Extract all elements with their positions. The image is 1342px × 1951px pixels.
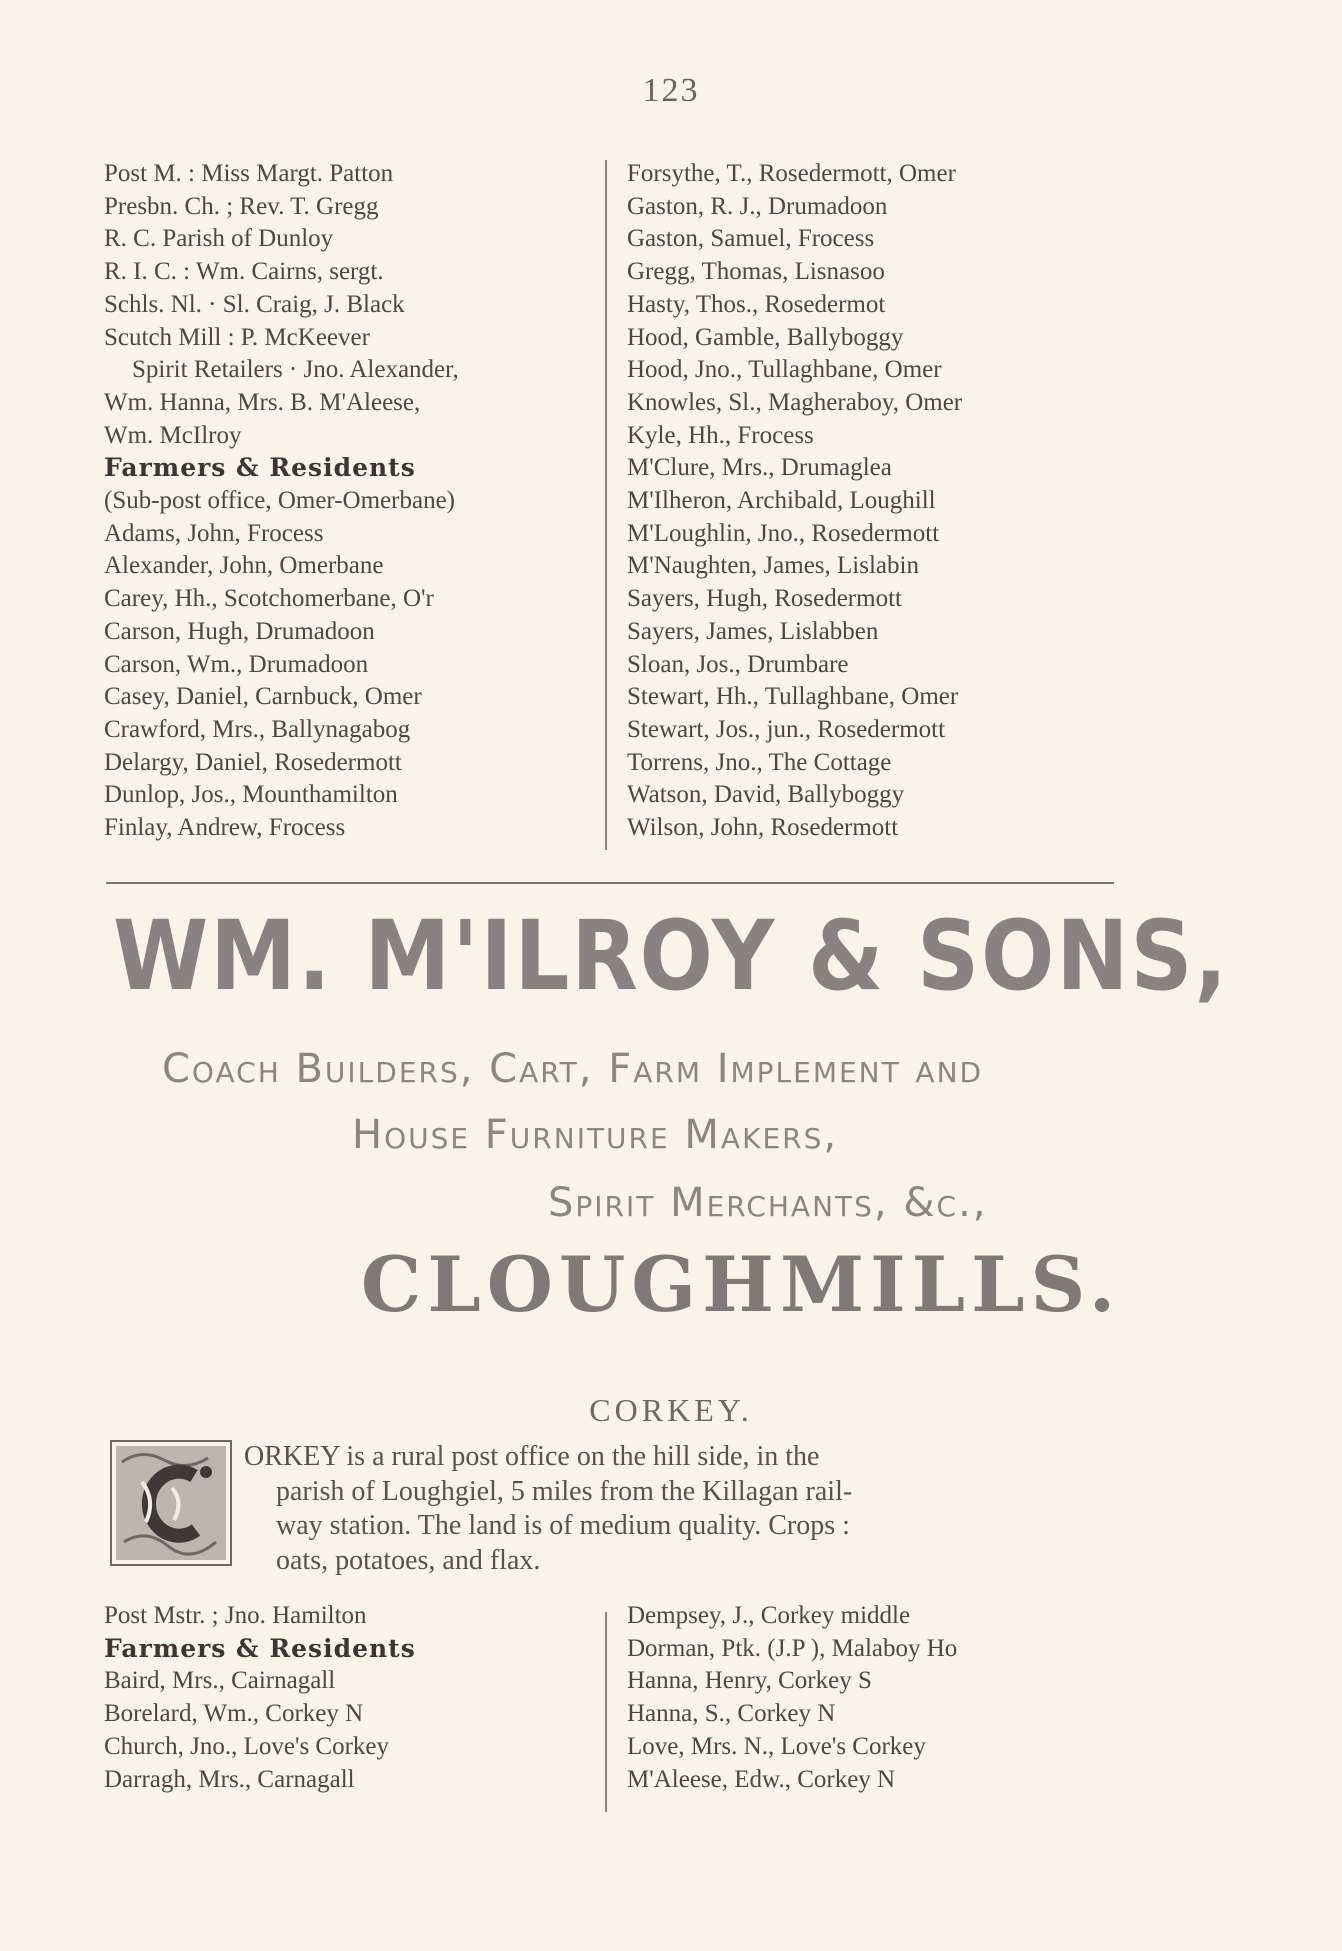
list-item: Post Mstr. ; Jno. Hamilton	[104, 1602, 367, 1629]
list-item: Carson, Hugh, Drumadoon	[104, 617, 375, 645]
list-item: Dunlop, Jos., Mounthamilton	[104, 781, 398, 809]
corkey-right-column	[627, 1600, 1127, 1796]
list-item: Hood, Jno., Tullaghbane, Omer	[627, 356, 942, 384]
list-item: Hanna, S., Corkey N	[627, 1700, 836, 1728]
list-item: Spirit Retailers · Jno. Alexander,	[132, 356, 459, 384]
list-item: Presbn. Ch. ; Rev. T. Gregg	[104, 192, 379, 220]
list-item: Knowles, Sl., Magheraboy, Omer	[627, 388, 963, 416]
list-item: Adams, John, Frocess	[104, 519, 324, 547]
page-number: 123	[642, 72, 700, 109]
list-item: Stewart, Hh., Tullaghbane, Omer	[627, 683, 959, 711]
list-item: Delargy, Daniel, Rosedermott	[104, 748, 402, 776]
list-item: Dempsey, J., Corkey middle	[627, 1602, 911, 1629]
list-item: Wm. Hanna, Mrs. B. M'Aleese,	[104, 388, 421, 416]
advertisement-town: CLOUGHMILLS.	[360, 1240, 1122, 1329]
list-item: Casey, Daniel, Carnbuck, Omer	[104, 683, 422, 711]
list-item: Hasty, Thos., Rosedermot	[627, 290, 886, 318]
directory-left-column	[104, 158, 594, 845]
list-item: Darragh, Mrs., Carnagall	[104, 1765, 355, 1793]
column-divider	[605, 1612, 607, 1812]
farmers-residents-heading: Farmers & Residents	[104, 1633, 416, 1663]
list-item: Carey, Hh., Scotchomerbane, O'r	[104, 585, 434, 613]
list-item: Schls. Nl. · Sl. Craig, J. Black	[104, 290, 405, 318]
list-item: M'Aleese, Edw., Corkey N	[627, 1765, 896, 1793]
advertisement-line: Coach Builders, Cart, Farm Implement and	[162, 1046, 984, 1092]
list-item: Carson, Wm., Drumadoon	[104, 650, 369, 678]
list-item: Crawford, Mrs., Ballynagabog	[104, 715, 411, 743]
list-item: Post M. : Miss Margt. Patton	[104, 160, 394, 187]
list-item: Alexander, John, Omerbane	[104, 552, 384, 580]
column-divider	[605, 160, 607, 850]
paragraph-line: ORKEY is a rural post office on the hill side, in the	[244, 1441, 820, 1472]
list-item: Dorman, Ptk. (J.P ), Malaboy Ho	[627, 1634, 958, 1662]
paragraph-line: way station. The land is of medium quality. Crops :	[276, 1510, 850, 1541]
list-item: Torrens, Jno., The Cottage	[627, 748, 892, 776]
list-item: M'Loughlin, Jno., Rosedermott	[627, 519, 940, 547]
list-item: Baird, Mrs., Cairnagall	[104, 1667, 336, 1695]
list-item: M'Naughten, James, Lislabin	[627, 552, 919, 580]
paragraph-line: parish of Loughgiel, 5 miles from the Killagan rail-	[276, 1475, 853, 1507]
list-item: M'Ilheron, Archibald, Loughill	[627, 487, 936, 515]
list-item: M'Clure, Mrs., Drumaglea	[627, 454, 892, 482]
list-item: Love, Mrs. N., Love's Corkey	[627, 1732, 926, 1760]
list-item: Borelard, Wm., Corkey N	[104, 1700, 364, 1728]
list-item: Kyle, Hh., Frocess	[627, 421, 814, 449]
directory-right-column	[627, 158, 1127, 845]
list-item: (Sub-post office, Omer-Omerbane)	[104, 487, 456, 515]
list-item: Forsythe, T., Rosedermott, Omer	[627, 160, 956, 187]
corkey-heading: CORKEY.	[589, 1392, 753, 1428]
list-item: Scutch Mill : P. McKeever	[104, 323, 370, 351]
list-item: Watson, David, Ballyboggy	[627, 781, 905, 809]
list-item: Church, Jno., Love's Corkey	[104, 1732, 390, 1760]
advertisement-line: House Furniture Makers,	[352, 1112, 839, 1158]
list-item: Wm. McIlroy	[104, 421, 242, 449]
list-item: Gregg, Thomas, Lisnasoo	[627, 258, 885, 286]
advertisement-title: WM. M'ILROY & SONS,	[112, 900, 1230, 1012]
list-item: Sloan, Jos., Drumbare	[627, 650, 849, 678]
list-item: Gaston, R. J., Drumadoon	[627, 192, 888, 220]
section-divider	[106, 882, 1114, 884]
list-item: Hood, Gamble, Ballyboggy	[627, 323, 904, 351]
list-item: Stewart, Jos., jun., Rosedermott	[627, 715, 946, 743]
corkey-left-column	[104, 1600, 594, 1796]
advertisement-line: Spirit Merchants, &c.,	[548, 1180, 988, 1226]
list-item: R. C. Parish of Dunloy	[104, 225, 334, 253]
list-item: Gaston, Samuel, Frocess	[627, 225, 875, 253]
list-item: Hanna, Henry, Corkey S	[627, 1667, 872, 1695]
list-item: Sayers, James, Lislabben	[627, 617, 879, 645]
paragraph-line: oats, potatoes, and flax.	[276, 1544, 541, 1576]
corkey-description	[104, 1440, 1114, 1578]
list-item: R. I. C. : Wm. Cairns, sergt.	[104, 258, 384, 286]
list-item: Sayers, Hugh, Rosedermott	[627, 585, 902, 613]
farmers-residents-heading: Farmers & Residents	[104, 453, 416, 483]
list-item: Finlay, Andrew, Frocess	[104, 814, 346, 842]
list-item: Wilson, John, Rosedermott	[627, 814, 899, 842]
